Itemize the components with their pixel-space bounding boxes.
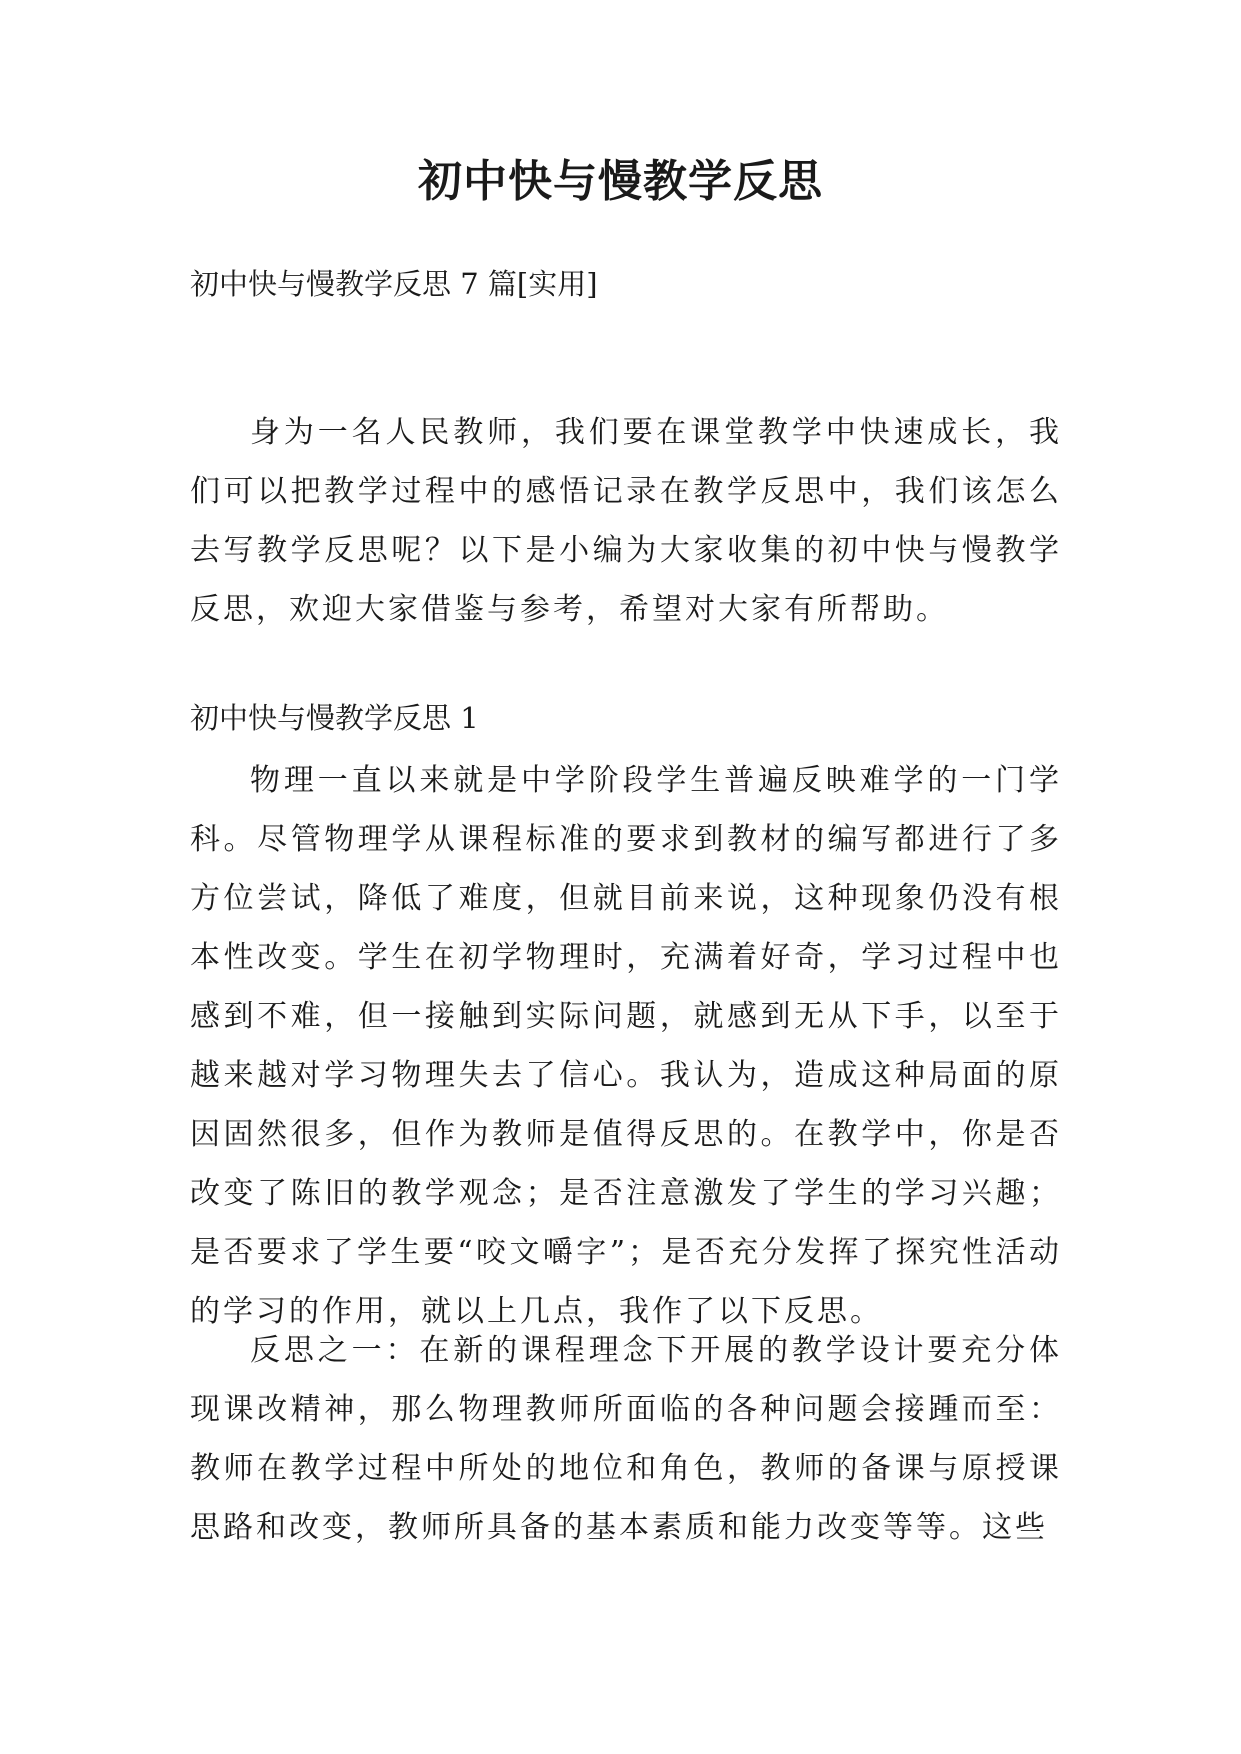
intro-paragraph: 身为一名人民教师，我们要在课堂教学中快速成长，我们可以把教学过程中的感悟记录在教学反思中，我们该怎么去写教学反思呢？以下是小编为大家收集的初中快与慢教学反思，欢迎大家借鉴与参考，希望对大家有所帮助。 — [190, 415, 1062, 627]
body-paragraph: 反思之一：在新的课程理念下开展的教学设计要充分体现课改精神，那么物理教师所面临的各种问题会接踵而至：教师在教学过程中所处的地位和角色，教师的备课与原授课思路和改变，教师所具备的基本素质和能力改变等等。这些 — [190, 1333, 1062, 1545]
section-heading: 初中快与慢教学反思 1 — [190, 701, 479, 735]
document-subtitle: 初中快与慢教学反思 7 篇[实用] — [190, 267, 598, 301]
body-paragraph: 物理一直以来就是中学阶段学生普遍反映难学的一门学科。尽管物理学从课程标准的要求到教材的编写都进行了多方位尝试，降低了难度，但就目前来说，这种现象仍没有根本性改变。学生在初学物理时，充满着好奇，学习过程中也感到不难，但一接触到实际问题，就感到无从下手，以至于越来越对学习物理失去了信心。我认为，造成这种局面的原因固然很多，但作为教师是值得反思的。在教学中，你是否改变了陈旧的教学观念；是否注意激发了学生的学习兴趣；是否要求了学生要“咬文嚼字”；是否充分发挥了探究性活动的学习的作用，就以上几点，我作了以下反思。 — [190, 763, 1062, 1329]
document-title: 初中快与慢教学反思 — [418, 156, 823, 207]
